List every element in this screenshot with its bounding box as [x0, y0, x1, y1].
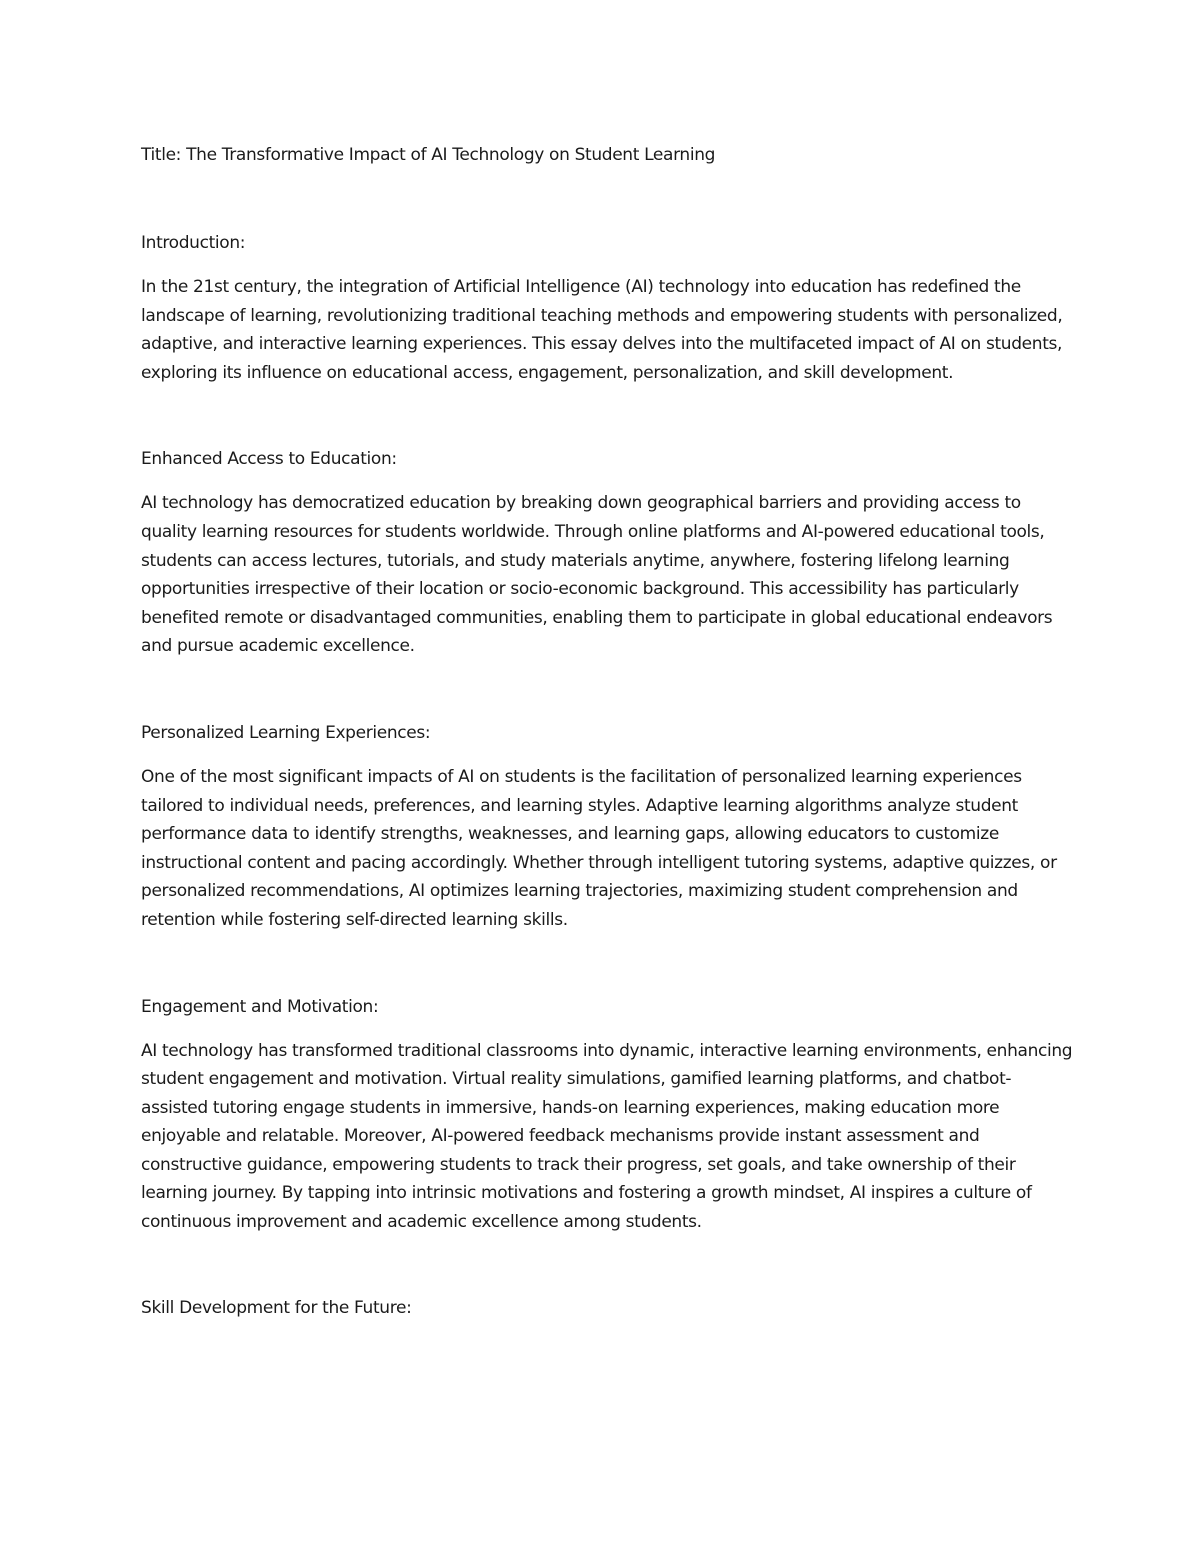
spacer [141, 1237, 1076, 1294]
section-heading-skills: Skill Development for the Future: [141, 1297, 412, 1318]
section-heading-engagement: Engagement and Motivation: [141, 996, 379, 1017]
section-body-access: AI technology has democratized education by breaking down geographical barriers and providing access to quality learning resources for students worldwide. Through online platforms and AI-powered educational tools, students can access lectures, tutorials, and study materials anytime, anywhere, fostering lifelong learning opportunities irrespective of their location or socio-economic background. This accessibility has particularly benefited remote or disadvantaged communities, enabling them to participate in global educational endeavors and pursue academic excellence. [141, 493, 1053, 657]
section-body-introduction: In the 21st century, the integration of Artificial Intelligence (AI) technology into education has redefined the landscape of learning, revolutionizing traditional teaching methods and empowering students with personalized, adaptive, and interactive learning experiences. This essay delves into the multifaceted impact of AI on students, exploring its influence on educational access, engagement, personalization, and skill development. [141, 277, 1063, 383]
section-heading-personalized: Personalized Learning Experiences: [141, 722, 431, 743]
section-heading-introduction: Introduction: [141, 233, 246, 253]
document-title: Title: The Transformative Impact of AI Technology on Student Learning [141, 145, 716, 165]
spacer [141, 387, 1076, 445]
spacer [141, 170, 1076, 229]
document-body [141, 141, 1076, 1323]
section-heading-access: Enhanced Access to Education: [141, 449, 397, 470]
section-body-personalized: One of the most significant impacts of AI on students is the facilitation of personalized learning experiences tailored to individual needs, preferences, and learning styles. Adaptive learning algorithms analyze student performance data to identify strengths, weaknesses, and learning gaps, allowing educators to customize instructional content and pacing accordingly. Whether through intelligent tutoring systems, adaptive quizzes, or personalized recommendations, AI optimizes learning trajectories, maximizing student comprehension and retention while fostering self-directed learning skills. [141, 766, 1057, 930]
spacer [141, 661, 1076, 719]
spacer [141, 935, 1076, 993]
section-body-engagement: AI technology has transformed traditional classrooms into dynamic, interactive learning environments, enhancing student engagement and motivation. Virtual reality simulations, gamified learning platforms, and chatbot-assisted tutoring engage students in immersive, hands-on learning experiences, making education more enjoyable and relatable. Moreover, AI-powered feedback mechanisms provide instant assessment and constructive guidance, empowering students to track their progress, set goals, and take ownership of their learning journey. By tapping into intrinsic motivations and fostering a growth mindset, AI inspires a culture of continuous improvement and academic excellence among students. [141, 1040, 1073, 1233]
